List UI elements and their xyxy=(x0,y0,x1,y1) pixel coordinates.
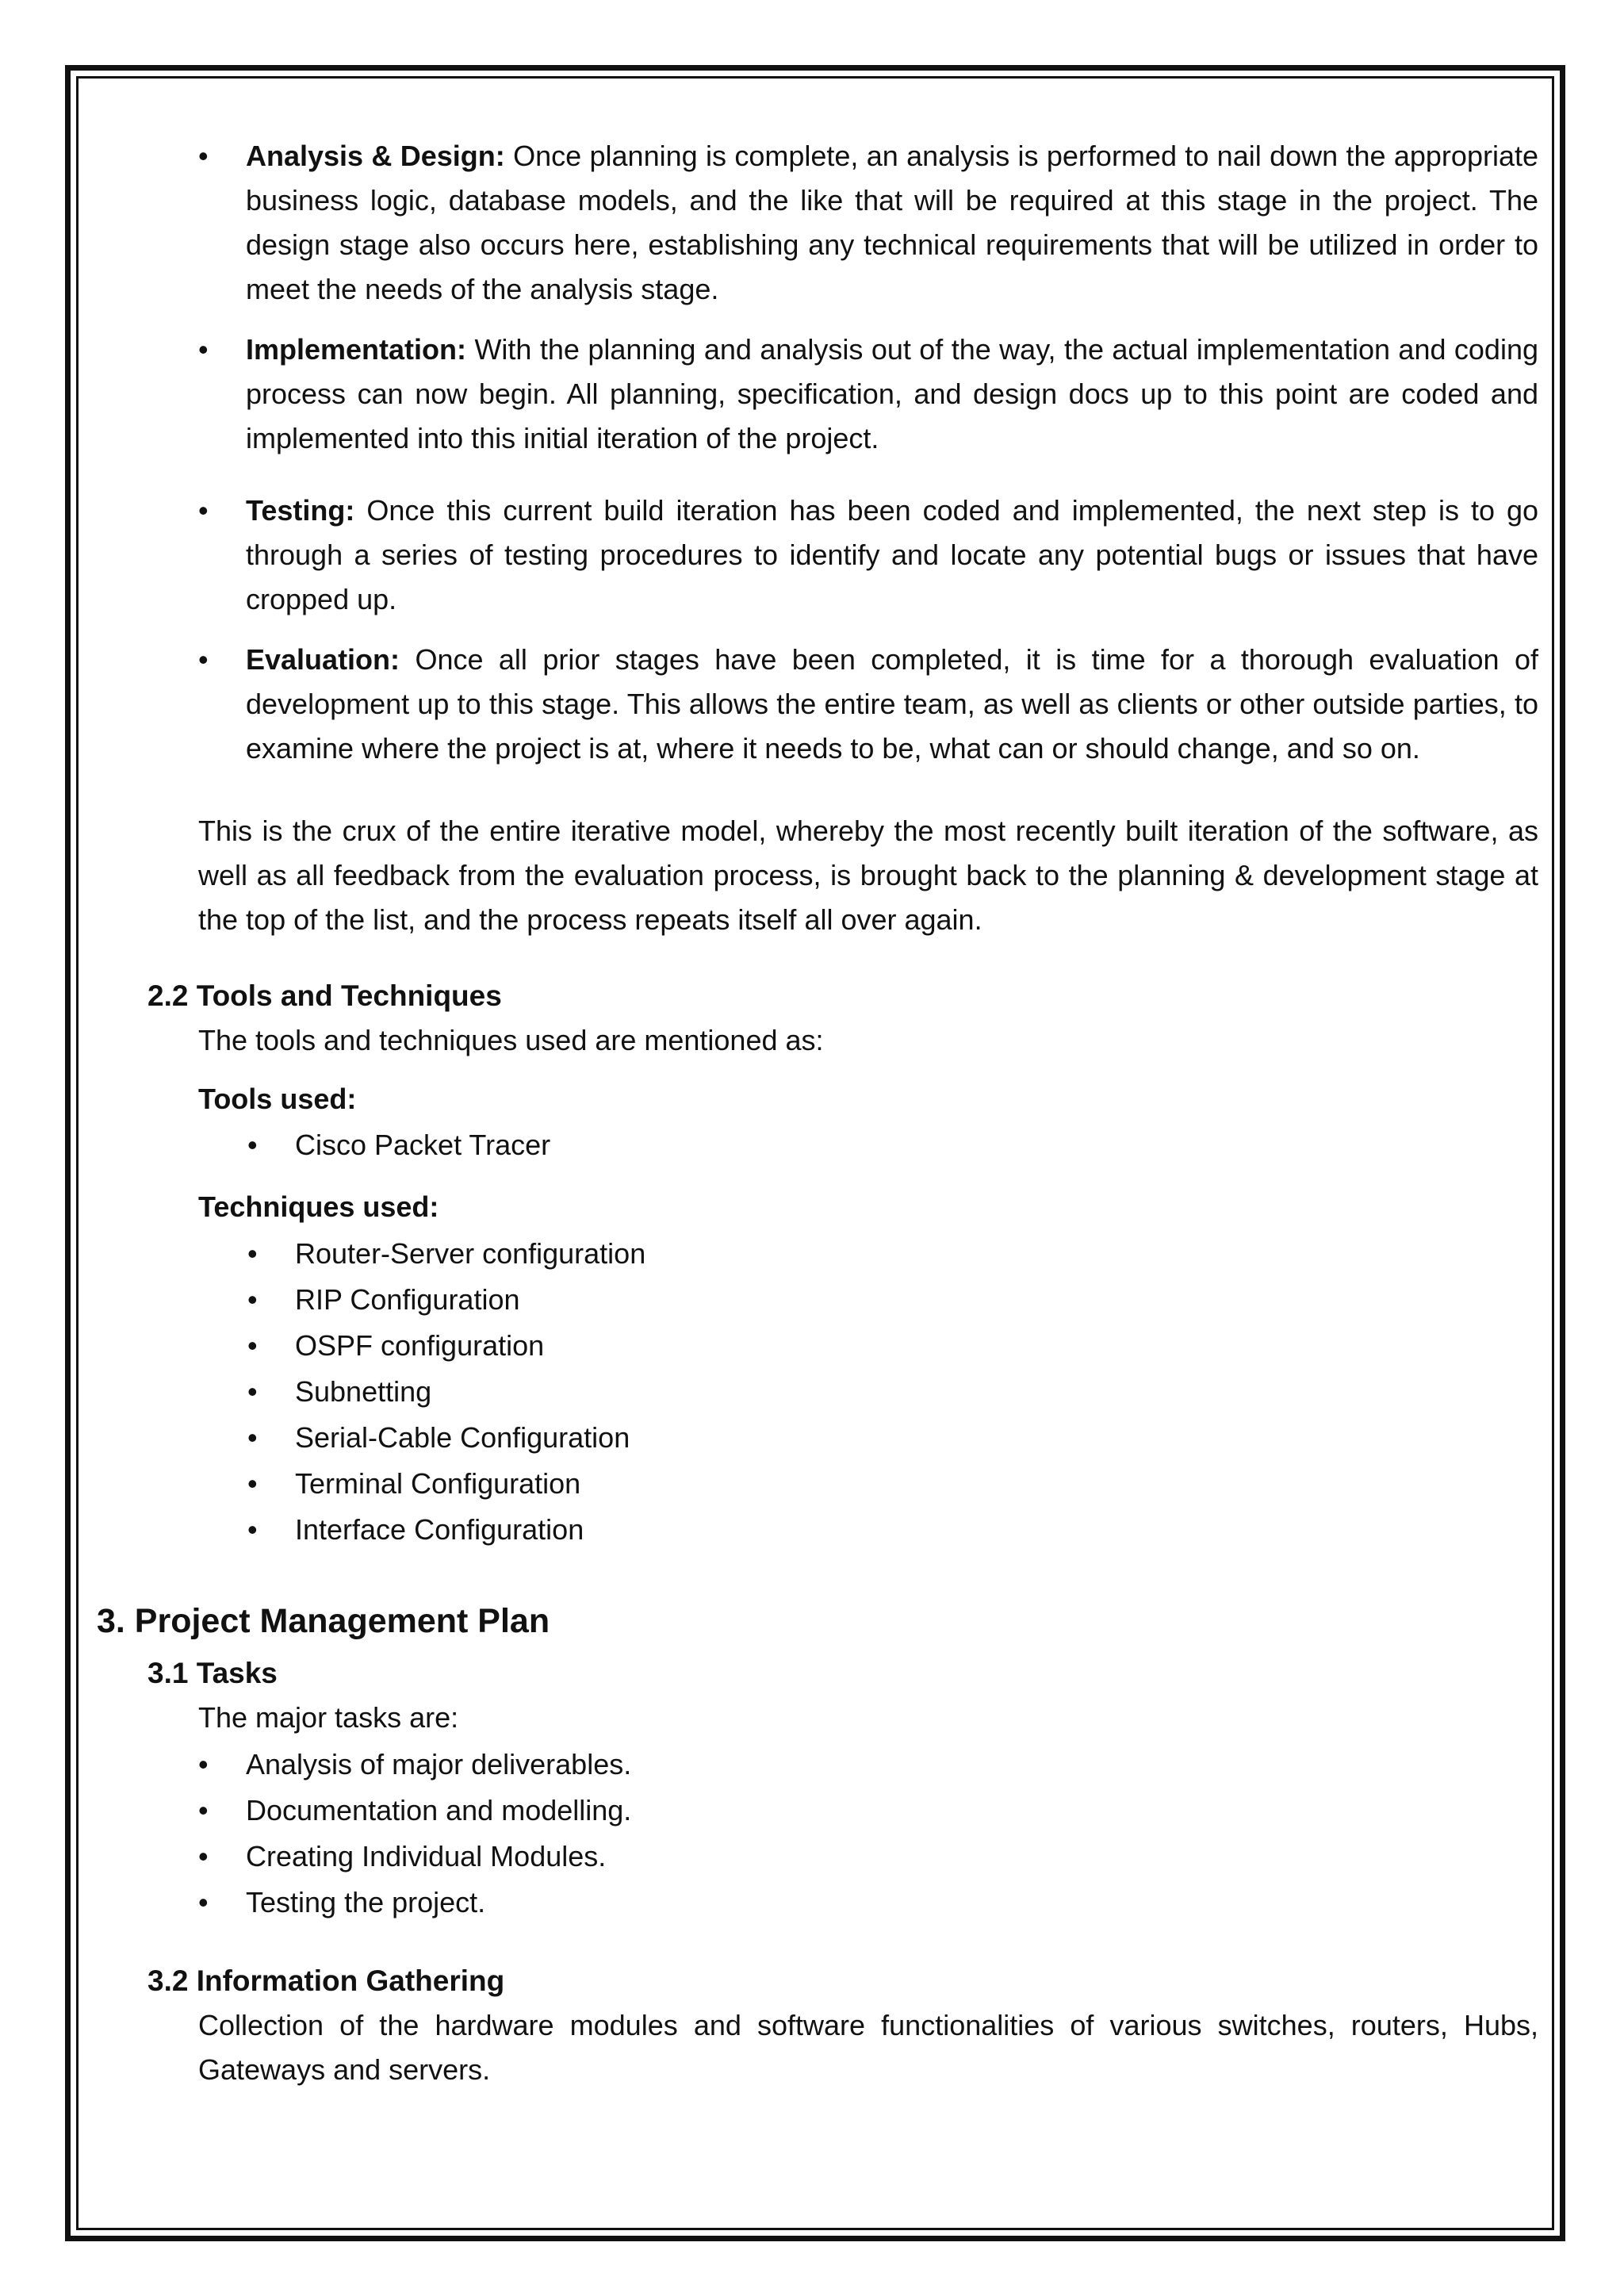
bullet-dot: • xyxy=(247,1129,258,1161)
bullet-evaluation xyxy=(198,638,1538,771)
bullet-term: Testing: xyxy=(246,494,367,527)
bullet-term: Implementation: xyxy=(246,333,475,366)
list-item: • Terminal Configuration xyxy=(247,1461,645,1507)
tools-list xyxy=(247,1123,550,1167)
section-2-2-heading: 2.2 Tools and Techniques xyxy=(147,979,502,1012)
bullet-text: Once all prior stages have been completed, it is time for a thorough evaluation of development up to this stage. This allows the entire team, as well as clients or other outside parties, to examine where the project is at, where it needs to be, what can or should change, and so on. xyxy=(246,643,1539,765)
tasks-list xyxy=(198,1742,631,1926)
bullet-dot: • xyxy=(198,643,209,676)
section-3-2-heading: 3.2 Information Gathering xyxy=(147,1964,505,1997)
bullet-text: Once planning is complete, an analysis is performed to nail down the appropriate business logic, database models, and the like that will be required at this stage in the project. The design stage also occurs here, establishing any technical requirements that will be utilized in order to meet the needs of the analysis stage. xyxy=(246,140,1538,305)
bullet-text: Once this current build iteration has been coded and implemented, the next step is to go through a series of testing procedures to identify and locate any potential bugs or issues that have cropped up. xyxy=(246,494,1538,615)
bullet-dot: • xyxy=(247,1421,258,1454)
bullet-dot: • xyxy=(247,1237,258,1270)
bullet-dot: • xyxy=(198,140,209,172)
bullet-dot: • xyxy=(198,1886,209,1918)
techniques-label: Techniques used: xyxy=(198,1190,439,1223)
bullet-dot: • xyxy=(247,1375,258,1408)
section-3-heading: 3. Project Management Plan xyxy=(97,1602,550,1640)
list-item: • Documentation and modelling. xyxy=(198,1788,631,1834)
bullet-dot: • xyxy=(198,494,209,527)
techniques-list xyxy=(247,1231,645,1553)
bullet-analysis-design xyxy=(198,134,1538,312)
list-item: • Interface Configuration xyxy=(247,1507,645,1553)
bullet-text: With the planning and analysis out of the way, the actual implementation and coding process can now begin. All planning, specification, and design docs up to this point are coded and implemented into this initial iteration of the project. xyxy=(246,333,1538,454)
section-3-1-heading: 3.1 Tasks xyxy=(147,1657,278,1689)
bullet-testing xyxy=(198,489,1538,622)
bullet-term: Analysis & Design: xyxy=(246,140,514,172)
list-item: • Analysis of major deliverables. xyxy=(198,1742,631,1788)
bullet-dot: • xyxy=(247,1329,258,1362)
list-item: • Router-Server configuration xyxy=(247,1231,645,1277)
bullet-term: Evaluation: xyxy=(246,643,416,676)
bullet-dot: • xyxy=(247,1283,258,1316)
bullet-implementation xyxy=(198,328,1538,461)
section-2-2-intro: The tools and techniques used are mentioned as: xyxy=(198,1024,824,1056)
bullet-dot: • xyxy=(198,1794,209,1826)
list-item: • RIP Configuration xyxy=(247,1277,645,1323)
list-item: • OSPF configuration xyxy=(247,1323,645,1369)
crux-paragraph: This is the crux of the entire iterative model, whereby the most recently built iteration of the software, as well as all feedback from the evaluation process, is brought back to the planning & development stage at the top of the list, and the process repeats itself all over again. xyxy=(198,815,1538,936)
bullet-dot: • xyxy=(198,1840,209,1872)
list-item: • Subnetting xyxy=(247,1369,645,1415)
list-item: • Testing the project. xyxy=(198,1880,631,1926)
bullet-dot: • xyxy=(247,1467,258,1500)
bullet-dot: • xyxy=(198,333,209,366)
list-item: • Cisco Packet Tracer xyxy=(247,1123,550,1167)
info-gathering-text: Collection of the hardware modules and software functionalities of various switches, routers, Hubs, Gateways and servers. xyxy=(198,2009,1538,2086)
list-item: • Creating Individual Modules. xyxy=(198,1834,631,1880)
bullet-dot: • xyxy=(247,1513,258,1546)
tools-label: Tools used: xyxy=(198,1083,357,1115)
bullet-dot: • xyxy=(198,1748,209,1780)
tasks-intro: The major tasks are: xyxy=(198,1701,459,1734)
list-item: • Serial-Cable Configuration xyxy=(247,1415,645,1461)
